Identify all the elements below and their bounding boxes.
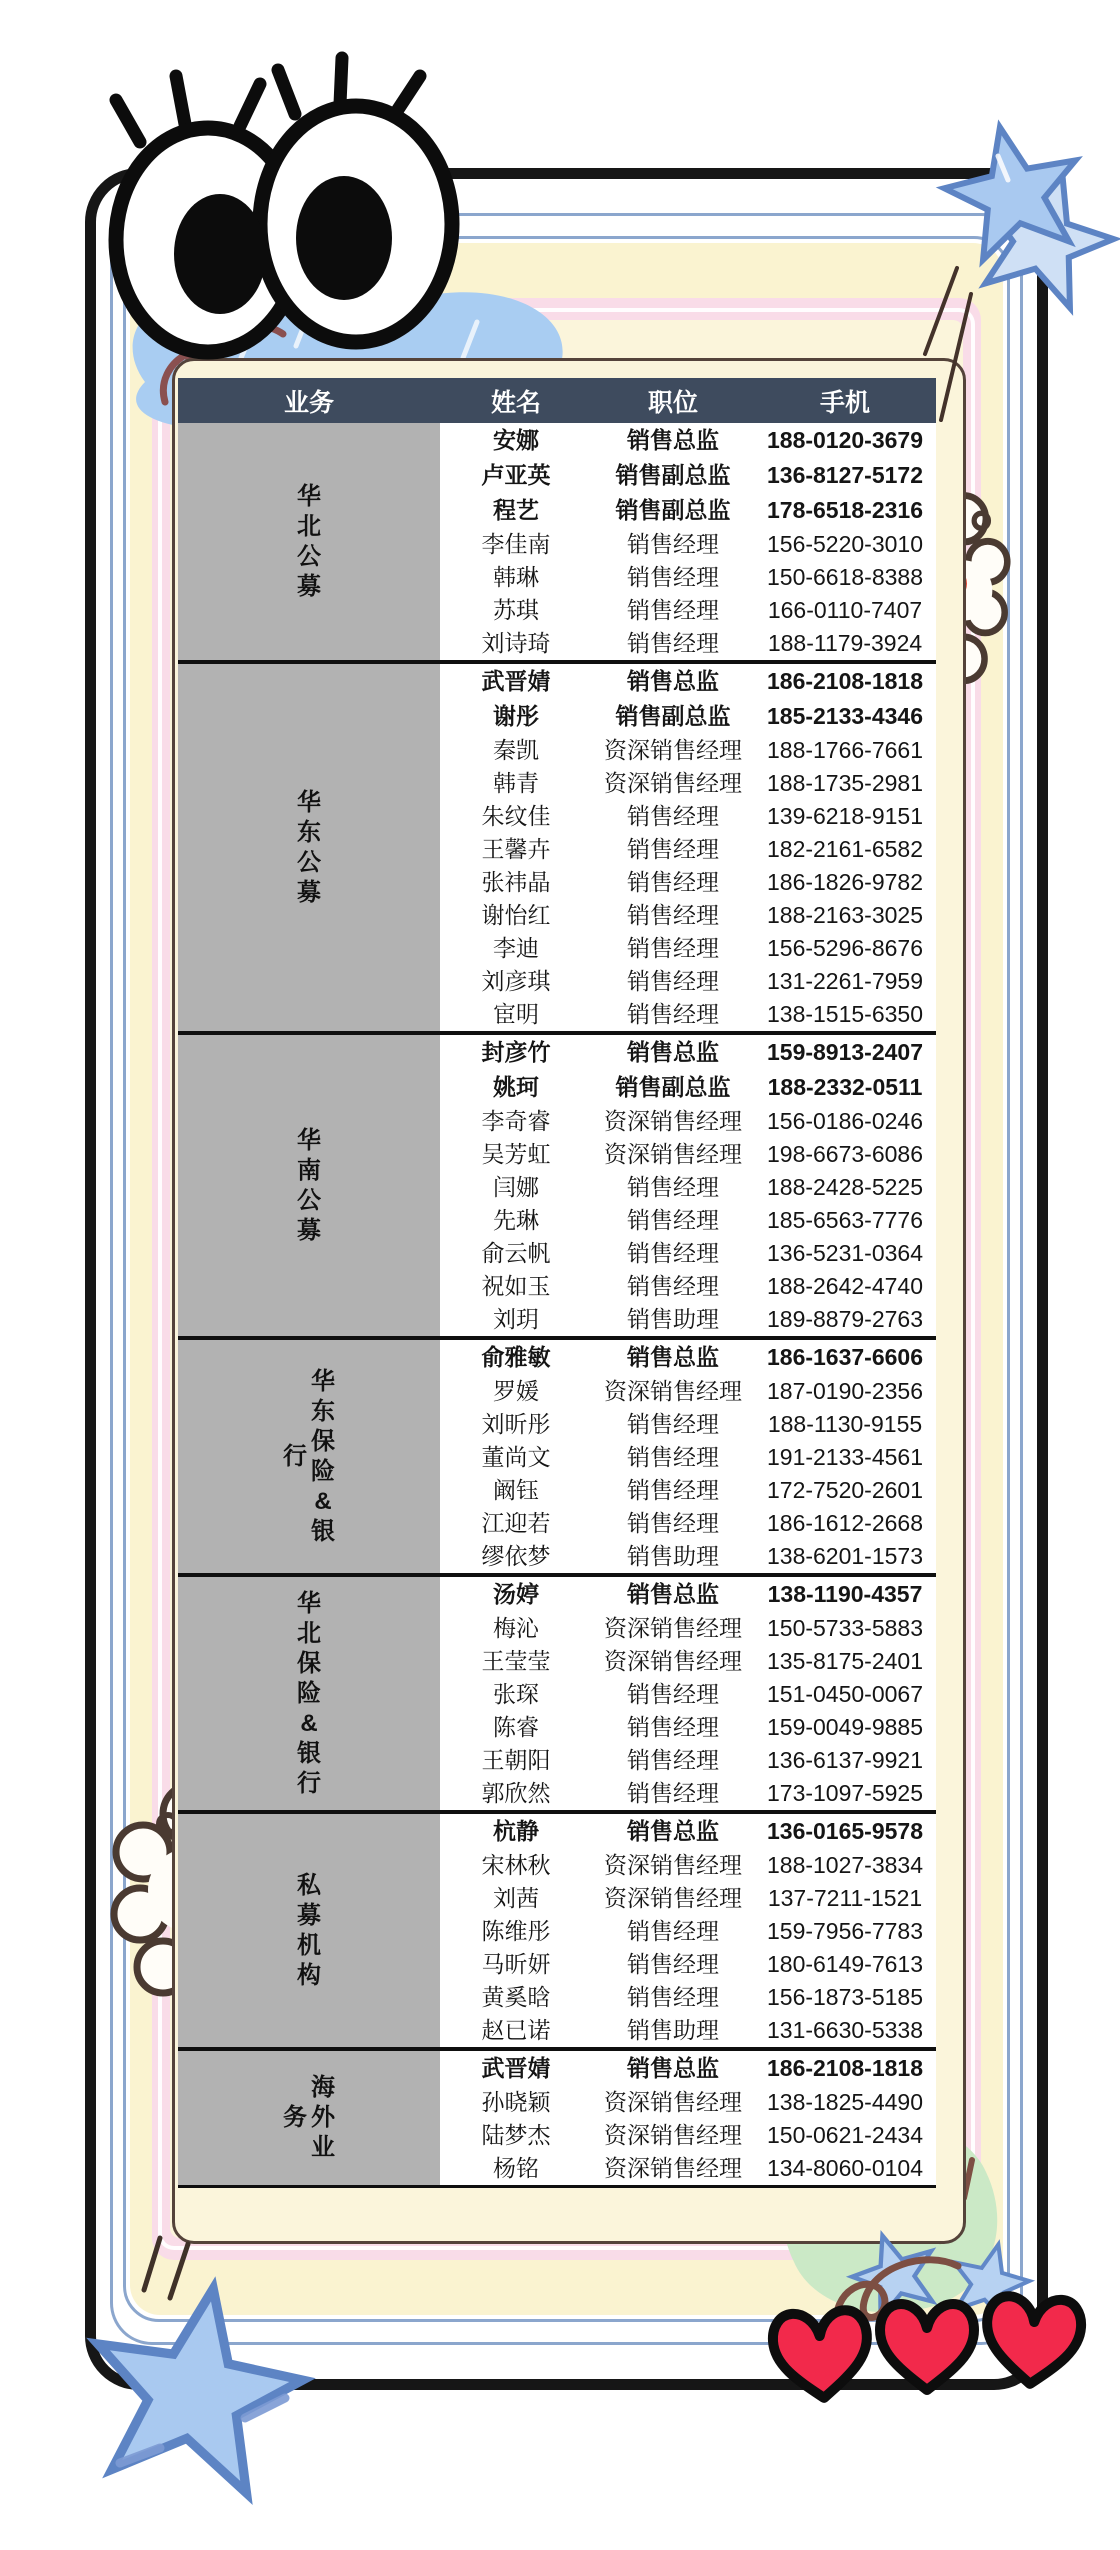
contact-phone: 138-1515-6350 (754, 998, 936, 1033)
contact-title: 销售经理 (592, 965, 754, 998)
contact-name: 陈维彤 (440, 1915, 592, 1948)
contact-title: 销售经理 (592, 1711, 754, 1744)
contact-phone: 186-2108-1818 (754, 662, 936, 699)
heart (880, 2304, 974, 2390)
contact-phone: 131-6630-5338 (754, 2014, 936, 2049)
column-header-name: 姓名 (440, 378, 592, 423)
contact-table-body (178, 423, 936, 2187)
contact-name: 赵已诺 (440, 2014, 592, 2049)
contact-name: 郭欣然 (440, 1777, 592, 1812)
contact-phone: 136-5231-0364 (754, 1237, 936, 1270)
contact-title: 销售总监 (592, 2049, 754, 2086)
contact-title: 销售副总监 (592, 493, 754, 528)
contact-title: 资深销售经理 (592, 1138, 754, 1171)
contact-name: 杨铭 (440, 2152, 592, 2187)
heart (983, 2295, 1083, 2387)
contact-name: 秦凯 (440, 734, 592, 767)
contact-phone: 138-1825-4490 (754, 2086, 936, 2119)
contact-phone: 188-2332-0511 (754, 1070, 936, 1105)
contact-name: 祝如玉 (440, 1270, 592, 1303)
contact-title: 资深销售经理 (592, 767, 754, 800)
contact-name: 张琛 (440, 1678, 592, 1711)
contact-title: 销售经理 (592, 528, 754, 561)
contact-phone: 172-7520-2601 (754, 1474, 936, 1507)
contact-name: 罗媛 (440, 1375, 592, 1408)
contact-title: 销售经理 (592, 1408, 754, 1441)
contact-name: 杭静 (440, 1812, 592, 1849)
slash-doodle (915, 262, 975, 432)
contact-title: 销售经理 (592, 899, 754, 932)
contact-name: 刘茜 (440, 1882, 592, 1915)
contact-name: 韩青 (440, 767, 592, 800)
contact-name: 武晋婧 (440, 2049, 592, 2086)
contact-phone: 188-1766-7661 (754, 734, 936, 767)
column-header-phone: 手机 (754, 378, 936, 423)
contact-phone: 134-8060-0104 (754, 2152, 936, 2187)
contact-title: 销售经理 (592, 1204, 754, 1237)
contact-phone: 188-1130-9155 (754, 1408, 936, 1441)
contact-title: 销售总监 (592, 1575, 754, 1612)
contact-phone: 131-2261-7959 (754, 965, 936, 998)
contact-title: 销售总监 (592, 662, 754, 699)
contact-phone: 151-0450-0067 (754, 1678, 936, 1711)
contact-row (178, 1033, 936, 1070)
contact-phone: 186-1826-9782 (754, 866, 936, 899)
contact-title: 销售经理 (592, 1507, 754, 1540)
contact-title: 销售经理 (592, 1441, 754, 1474)
contact-name: 刘玥 (440, 1303, 592, 1338)
contact-name: 王朝阳 (440, 1744, 592, 1777)
contact-name: 先琳 (440, 1204, 592, 1237)
contact-title: 销售经理 (592, 1474, 754, 1507)
contact-title: 销售经理 (592, 1948, 754, 1981)
contact-name: 刘昕彤 (440, 1408, 592, 1441)
contact-name: 李佳南 (440, 528, 592, 561)
slash-doodle (140, 2230, 210, 2310)
table-header-row (178, 378, 936, 423)
contact-phone: 159-8913-2407 (754, 1033, 936, 1070)
contact-name: 陆梦杰 (440, 2119, 592, 2152)
contact-title: 销售副总监 (592, 1070, 754, 1105)
contact-phone: 159-0049-9885 (754, 1711, 936, 1744)
contact-name: 卢亚英 (440, 458, 592, 493)
contact-row (178, 1338, 936, 1375)
contact-phone: 136-8127-5172 (754, 458, 936, 493)
column-header-business: 业务 (178, 378, 440, 423)
contact-phone: 150-6618-8388 (754, 561, 936, 594)
contact-phone: 191-2133-4561 (754, 1441, 936, 1474)
contact-phone: 186-1637-6606 (754, 1338, 936, 1375)
contact-title: 资深销售经理 (592, 734, 754, 767)
contact-name: 马昕妍 (440, 1948, 592, 1981)
contact-title: 销售总监 (592, 423, 754, 458)
contact-name: 谢怡红 (440, 899, 592, 932)
contact-title: 销售经理 (592, 866, 754, 899)
pupil (296, 176, 392, 300)
contact-phone: 182-2161-6582 (754, 833, 936, 866)
contact-phone: 188-2428-5225 (754, 1171, 936, 1204)
contact-title: 销售助理 (592, 2014, 754, 2049)
contact-title: 销售经理 (592, 1981, 754, 2014)
contact-name: 宋林秋 (440, 1849, 592, 1882)
red-heart-icon (765, 2286, 1095, 2456)
contact-title: 资深销售经理 (592, 1375, 754, 1408)
business-group-label: 私 募 机 构 (178, 1812, 440, 2049)
contact-name: 张祎晶 (440, 866, 592, 899)
business-group-label: 海 外 业 务 (178, 2049, 440, 2187)
contact-phone: 187-0190-2356 (754, 1375, 936, 1408)
googly-eyes-icon (88, 40, 478, 360)
contact-phone: 189-8879-2763 (754, 1303, 936, 1338)
contact-phone: 156-5220-3010 (754, 528, 936, 561)
contact-phone: 137-7211-1521 (754, 1882, 936, 1915)
contact-title: 资深销售经理 (592, 1645, 754, 1678)
contact-name: 刘诗琦 (440, 627, 592, 662)
column-header-title: 职位 (592, 378, 754, 423)
contact-phone: 150-5733-5883 (754, 1612, 936, 1645)
contact-name: 封彦竹 (440, 1033, 592, 1070)
contact-phone: 188-1735-2981 (754, 767, 936, 800)
contact-name: 缪依梦 (440, 1540, 592, 1575)
contact-phone: 198-6673-6086 (754, 1138, 936, 1171)
contact-title: 销售总监 (592, 1033, 754, 1070)
contact-name: 宦明 (440, 998, 592, 1033)
contact-name: 闫娜 (440, 1171, 592, 1204)
contact-phone: 186-1612-2668 (754, 1507, 936, 1540)
contact-row (178, 1575, 936, 1612)
contact-row (178, 1812, 936, 1849)
business-group-label: 华 南 公 募 (178, 1033, 440, 1338)
contact-title: 销售经理 (592, 833, 754, 866)
contact-phone: 188-2163-3025 (754, 899, 936, 932)
contact-title: 销售经理 (592, 627, 754, 662)
contact-name: 安娜 (440, 423, 592, 458)
contact-name: 刘彦琪 (440, 965, 592, 998)
business-group-label: 华 北 保 险 & 银 行 (178, 1575, 440, 1812)
contact-name: 俞云帆 (440, 1237, 592, 1270)
contact-name: 俞雅敏 (440, 1338, 592, 1375)
contact-row (178, 2049, 936, 2086)
contact-name: 朱纹佳 (440, 800, 592, 833)
contact-phone: 156-5296-8676 (754, 932, 936, 965)
contact-title: 销售副总监 (592, 699, 754, 734)
contact-title: 资深销售经理 (592, 1105, 754, 1138)
contact-phone: 188-1179-3924 (754, 627, 936, 662)
contact-title: 销售经理 (592, 998, 754, 1033)
contact-phone: 159-7956-7783 (754, 1915, 936, 1948)
contact-name: 孙晓颖 (440, 2086, 592, 2119)
contact-row (178, 662, 936, 699)
contact-phone: 150-0621-2434 (754, 2119, 936, 2152)
contact-title: 销售经理 (592, 594, 754, 627)
contact-name: 董尚文 (440, 1441, 592, 1474)
contact-name: 韩琳 (440, 561, 592, 594)
contact-name: 谢彤 (440, 699, 592, 734)
contact-phone: 178-6518-2316 (754, 493, 936, 528)
contact-phone: 138-1190-4357 (754, 1575, 936, 1612)
contact-phone: 166-0110-7407 (754, 594, 936, 627)
business-group-label: 华 东 保 险 & 银 行 (178, 1338, 440, 1575)
contact-name: 阚钰 (440, 1474, 592, 1507)
contact-name: 江迎若 (440, 1507, 592, 1540)
contact-table (178, 378, 936, 2188)
contact-name: 梅沁 (440, 1612, 592, 1645)
contact-phone: 136-0165-9578 (754, 1812, 936, 1849)
contact-title: 销售经理 (592, 932, 754, 965)
contact-title: 资深销售经理 (592, 2086, 754, 2119)
contact-name: 武晋婧 (440, 662, 592, 699)
contact-name: 李奇睿 (440, 1105, 592, 1138)
contact-phone: 138-6201-1573 (754, 1540, 936, 1575)
contact-title: 资深销售经理 (592, 1612, 754, 1645)
contact-title: 资深销售经理 (592, 1882, 754, 1915)
contact-phone: 188-1027-3834 (754, 1849, 936, 1882)
heart (771, 2309, 871, 2401)
contact-name: 汤婷 (440, 1575, 592, 1612)
business-group-label: 华 北 公 募 (178, 423, 440, 662)
contact-phone: 188-0120-3679 (754, 423, 936, 458)
contact-title: 销售经理 (592, 1915, 754, 1948)
contact-phone: 185-6563-7776 (754, 1204, 936, 1237)
contact-title: 资深销售经理 (592, 2119, 754, 2152)
contact-title: 销售副总监 (592, 458, 754, 493)
contact-title: 销售经理 (592, 561, 754, 594)
contact-title: 销售经理 (592, 1171, 754, 1204)
contact-name: 陈睿 (440, 1711, 592, 1744)
contact-phone: 173-1097-5925 (754, 1777, 936, 1812)
contact-title: 销售助理 (592, 1540, 754, 1575)
contact-phone: 186-2108-1818 (754, 2049, 936, 2086)
contact-name: 程艺 (440, 493, 592, 528)
contact-phone: 185-2133-4346 (754, 699, 936, 734)
contact-title: 销售经理 (592, 1777, 754, 1812)
contact-name: 黄奚晗 (440, 1981, 592, 2014)
contact-title: 资深销售经理 (592, 2152, 754, 2187)
contact-title: 销售经理 (592, 1237, 754, 1270)
contact-name: 李迪 (440, 932, 592, 965)
contact-title: 资深销售经理 (592, 1849, 754, 1882)
contact-name: 姚珂 (440, 1070, 592, 1105)
business-group-label: 华 东 公 募 (178, 662, 440, 1033)
contact-title: 销售经理 (592, 1744, 754, 1777)
pupil (174, 194, 266, 314)
contact-phone: 188-2642-4740 (754, 1270, 936, 1303)
contact-title: 销售经理 (592, 1270, 754, 1303)
contact-phone: 139-6218-9151 (754, 800, 936, 833)
contact-name: 吴芳虹 (440, 1138, 592, 1171)
contact-phone: 135-8175-2401 (754, 1645, 936, 1678)
contact-phone: 180-6149-7613 (754, 1948, 936, 1981)
contact-title: 销售总监 (592, 1812, 754, 1849)
contact-name: 苏琪 (440, 594, 592, 627)
contact-name: 王莹莹 (440, 1645, 592, 1678)
contact-title: 销售经理 (592, 800, 754, 833)
contact-title: 销售助理 (592, 1303, 754, 1338)
contact-title: 销售总监 (592, 1338, 754, 1375)
contact-phone: 136-6137-9921 (754, 1744, 936, 1777)
contact-phone: 156-1873-5185 (754, 1981, 936, 2014)
contact-table-wrap (178, 378, 936, 2188)
contact-row (178, 423, 936, 458)
contact-title: 销售经理 (592, 1678, 754, 1711)
contact-name: 王馨卉 (440, 833, 592, 866)
contact-phone: 156-0186-0246 (754, 1105, 936, 1138)
